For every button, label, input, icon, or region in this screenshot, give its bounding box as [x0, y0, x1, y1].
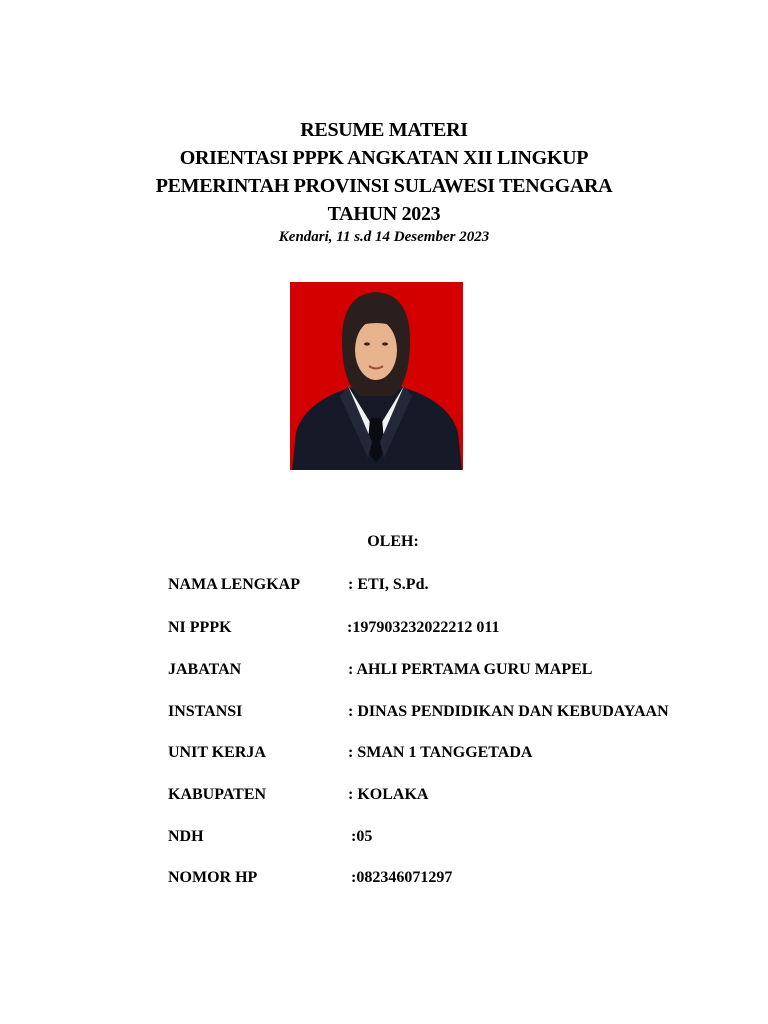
- info-label: KABUPATEN: [168, 786, 267, 803]
- info-value: : ETI, S.Pd.: [348, 576, 429, 593]
- info-label: NOMOR HP: [168, 869, 258, 886]
- subtitle-date-location: Kendari, 11 s.d 14 Desember 2023: [278, 229, 490, 245]
- info-value: : AHLI PERTAMA GURU MAPEL: [348, 661, 593, 678]
- title-line-2: ORIENTASI PPPK ANGKATAN XII LINGKUP: [179, 147, 589, 169]
- info-value: : KOLAKA: [348, 786, 429, 803]
- info-label: JABATAN: [168, 661, 242, 678]
- portrait-illustration: [290, 282, 463, 470]
- title-line-4: TAHUN 2023: [327, 203, 441, 225]
- info-label: UNIT KERJA: [168, 744, 266, 761]
- info-value: : SMAN 1 TANGGETADA: [348, 744, 533, 761]
- info-label: NDH: [168, 828, 204, 845]
- by-label: OLEH:: [367, 533, 419, 550]
- profile-photo: [290, 282, 463, 470]
- info-label: NI PPPK: [168, 619, 232, 636]
- info-value: : DINAS PENDIDIKAN DAN KEBUDAYAAN: [348, 703, 669, 720]
- title-line-3: PEMERINTAH PROVINSI SULAWESI TENGGARA: [155, 175, 613, 197]
- title-line-1: RESUME MATERI: [300, 119, 468, 141]
- document-header: [0, 116, 768, 246]
- info-label: NAMA LENGKAP: [168, 576, 300, 593]
- info-value: :197903232022212 011: [347, 619, 500, 636]
- info-value: :05: [351, 828, 373, 845]
- info-value: :082346071297: [351, 869, 453, 886]
- info-label: INSTANSI: [168, 703, 243, 720]
